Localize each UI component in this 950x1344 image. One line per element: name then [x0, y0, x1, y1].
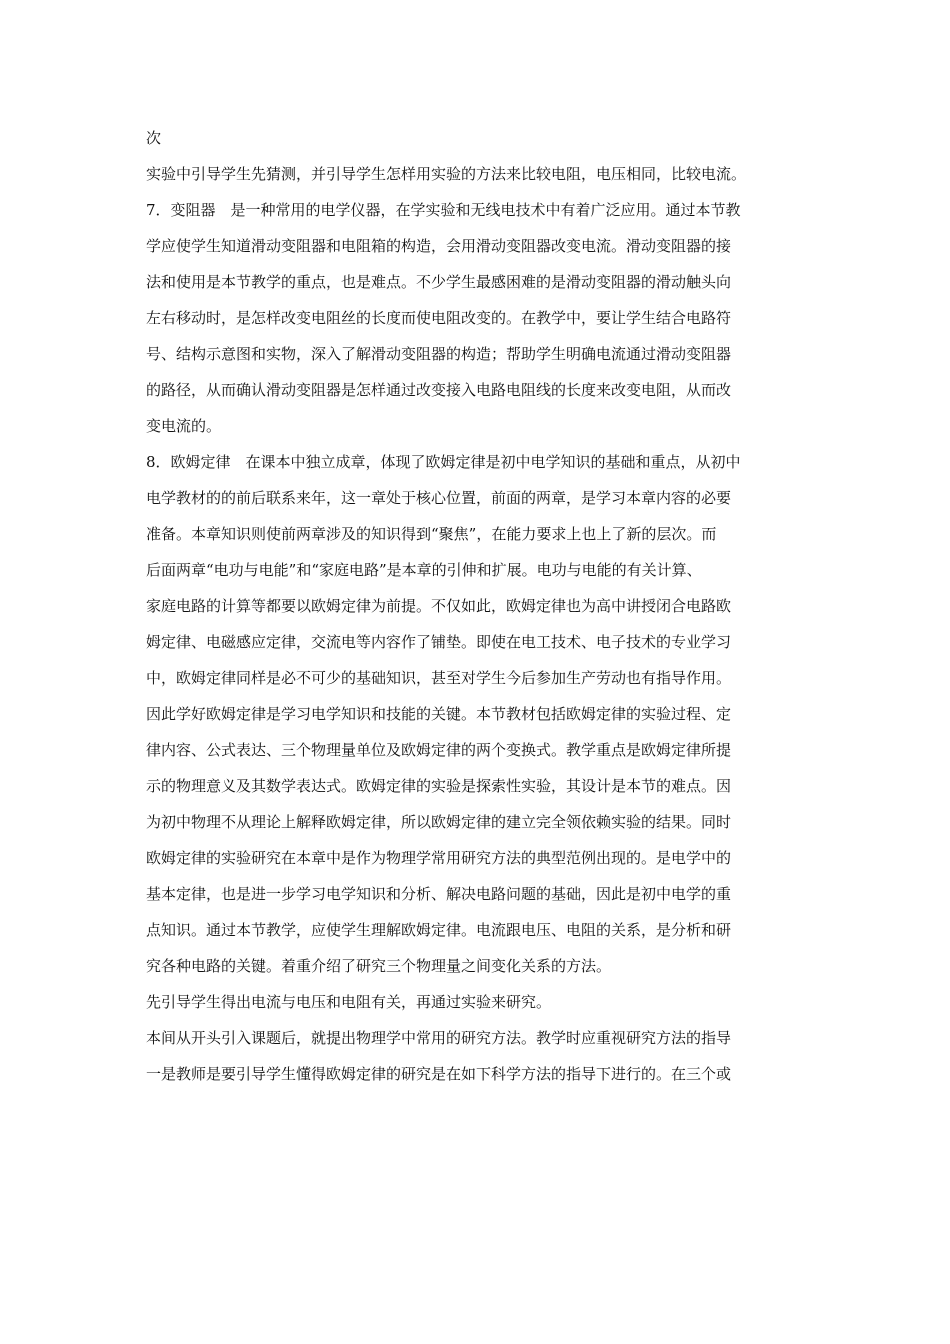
text-line: 家庭电路的计算等都要以欧姆定律为前提。不仅如此，欧姆定律也为高中讲授闭合电路欧: [146, 597, 732, 615]
text-line: 点知识。通过本节教学，应使学生理解欧姆定律。电流跟电压、电阻的关系，是分析和研: [146, 921, 732, 939]
text-line: 欧姆定律的实验研究在本章中是作为物理学常用研究方法的典型范例出现的。是电学中的: [146, 849, 732, 867]
text-line: 次: [146, 129, 162, 147]
text-line: 左右移动时，是怎样改变电阻丝的长度而使电阻改变的。在教学中，要让学生结合电路符: [146, 309, 732, 327]
text-line: 7．变阻器 是一种常用的电学仪器，在学实验和无线电技术中有着广泛应用。通过本节教: [146, 201, 741, 219]
text-line: 律内容、公式表达、三个物理量单位及欧姆定律的两个变换式。教学重点是欧姆定律所提: [146, 741, 732, 759]
text-line: 因此学好欧姆定律是学习电学知识和技能的关键。本节教材包括欧姆定律的实验过程、定: [146, 705, 732, 723]
text-line: 中，欧姆定律同样是必不可少的基础知识，甚至对学生今后参加生产劳动也有指导作用。: [146, 669, 732, 687]
text-line: 法和使用是本节教学的重点，也是难点。不少学生最感困难的是滑动变阻器的滑动触头向: [146, 273, 732, 291]
paragraph-ohms-law: [146, 444, 812, 984]
document-body: [146, 120, 812, 1092]
text-line: 后面两章“电功与电能”和“家庭电路”是本章的引伸和扩展。电功与电能的有关计算、: [146, 561, 702, 579]
paragraph-continuation: [146, 120, 812, 192]
text-line: 学应使学生知道滑动变阻器和电阻箱的构造，会用滑动变阻器改变电流。滑动变阻器的接: [146, 237, 732, 255]
text-line: 究各种电路的关键。着重介绍了研究三个物理量之间变化关系的方法。: [146, 957, 612, 975]
text-line: 姆定律、电磁感应定律，交流电等内容作了铺垫。即使在电工技术、电子技术的专业学习: [146, 633, 732, 651]
text-line: 8．欧姆定律 在课本中独立成章，体现了欧姆定律是初中电学知识的基础和重点，从初中: [146, 453, 741, 471]
text-line: 号、结构示意图和实物，深入了解滑动变阻器的构造；帮助学生明确电流通过滑动变阻器: [146, 345, 732, 363]
paragraph-guidance: [146, 984, 812, 1020]
text-line: 变电流的。: [146, 417, 222, 435]
text-line: 一是教师是要引导学生懂得欧姆定律的研究是在如下科学方法的指导下进行的。在三个或: [146, 1065, 732, 1083]
text-line: 准备。本章知识则使前两章涉及的知识得到“聚焦”，在能力要求上也上了新的层次。而: [146, 525, 717, 543]
text-line: 电学教材的的前后联系来年，这一章处于核心位置，前面的两章，是学习本章内容的必要: [146, 489, 732, 507]
text-line: 本间从开头引入课题后，就提出物理学中常用的研究方法。教学时应重视研究方法的指导: [146, 1029, 732, 1047]
text-line: 为初中物理不从理论上解释欧姆定律，所以欧姆定律的建立完全领依赖实验的结果。同时: [146, 813, 732, 831]
text-line: 先引导学生得出电流与电压和电阻有关，再通过实验来研究。: [146, 993, 552, 1011]
text-line: 示的物理意义及其数学表达式。欧姆定律的实验是探索性实验，其设计是本节的难点。因: [146, 777, 732, 795]
text-line: 基本定律，也是进一步学习电学知识和分析、解决电路问题的基础，因此是初中电学的重: [146, 885, 732, 903]
paragraph-method: [146, 1020, 812, 1092]
text-line: 的路径，从而确认滑动变阻器是怎样通过改变接入电路电阻线的长度来改变电阻，从而改: [146, 381, 732, 399]
paragraph-rheostat: [146, 192, 812, 444]
text-line: 实验中引导学生先猜测，并引导学生怎样用实验的方法来比较电阻，电压相同，比较电流。: [146, 165, 747, 183]
